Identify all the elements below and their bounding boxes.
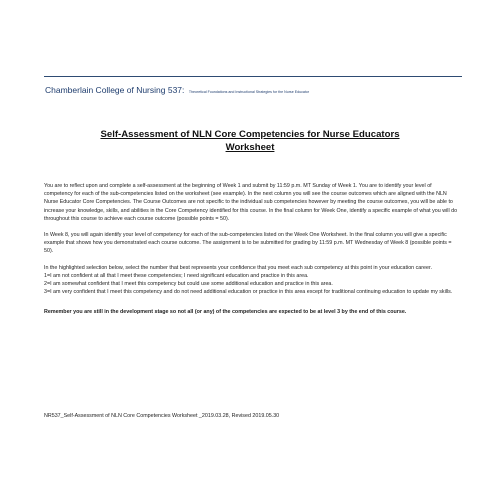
paragraph-week-1: You are to reflect upon and complete a self-assessment at the beginning of Week 1 and submit by 11:59 p.m. MT Sunday of Week 1. You are to identify your level of competency for each of the sub-competencies listed on the worksheet (see example). In the next column you will see the course outcomes which are aligned with the NLN Nurse Educator Core Competencies. The Course Outcomes are not specific to the individual sub competencies however by meeting the course outcomes, you will be able to increase your knowledge, skills, and abilities in the Core Competency identified for this course. In the final column for Week One, identify a specific example of what you will do throughout this course to achieve each course outcome (possible points = 50). [44,183,458,222]
scale-level-1: 1=I am not confident at all that I meet these competencies; I need significant education and practice in this area. [44,272,309,279]
paragraph-week-8: In Week 8, you will again identify your level of competency for each of the sub-competencies listed on the Week One Worksheet. In the final column you will give a specific example that shows how you demonstrated each course outcome. The assignment is to be submitted for grading by 11:59 p.m. MT Wednesday of Week 8 (possible points = 50). [44,232,452,255]
header-rule [44,76,462,77]
document-body [44,182,458,325]
title-line-2: Worksheet [225,141,275,153]
reminder-note: Remember you are still in the development stage so not all (or any) of the competencies are expected to be at level 3 by the end of this course. [44,309,407,316]
scale-level-3: 3=I am very confident that I meet this competency and do not need additional education or practice in this area except for traditional continuing education to update my skills. [44,289,453,296]
college-course-name: Chamberlain College of Nursing 537: [45,85,185,95]
document-title [60,129,440,154]
confidence-scale [44,264,458,297]
document-footer: NR537_Self-Assessment of NLN Core Competencies Worksheet _2019.03.28, Revised 2019.05.30 [44,413,280,419]
title-line-1: Self-Assessment of NLN Core Competencies for Nurse Educators [100,129,400,140]
course-subtitle: Theoretical Foundations and Instructional Strategies for the Nurse Educator [188,90,310,94]
scale-level-2: 2=I am somewhat confident that I meet this competency but could use some additional education and practice in this area. [44,281,333,288]
scale-intro: In the highlighted selection below, select the number that best represents your confidence that you meet each sub competency at this point in your education career. [44,264,432,271]
document-header [45,80,465,98]
